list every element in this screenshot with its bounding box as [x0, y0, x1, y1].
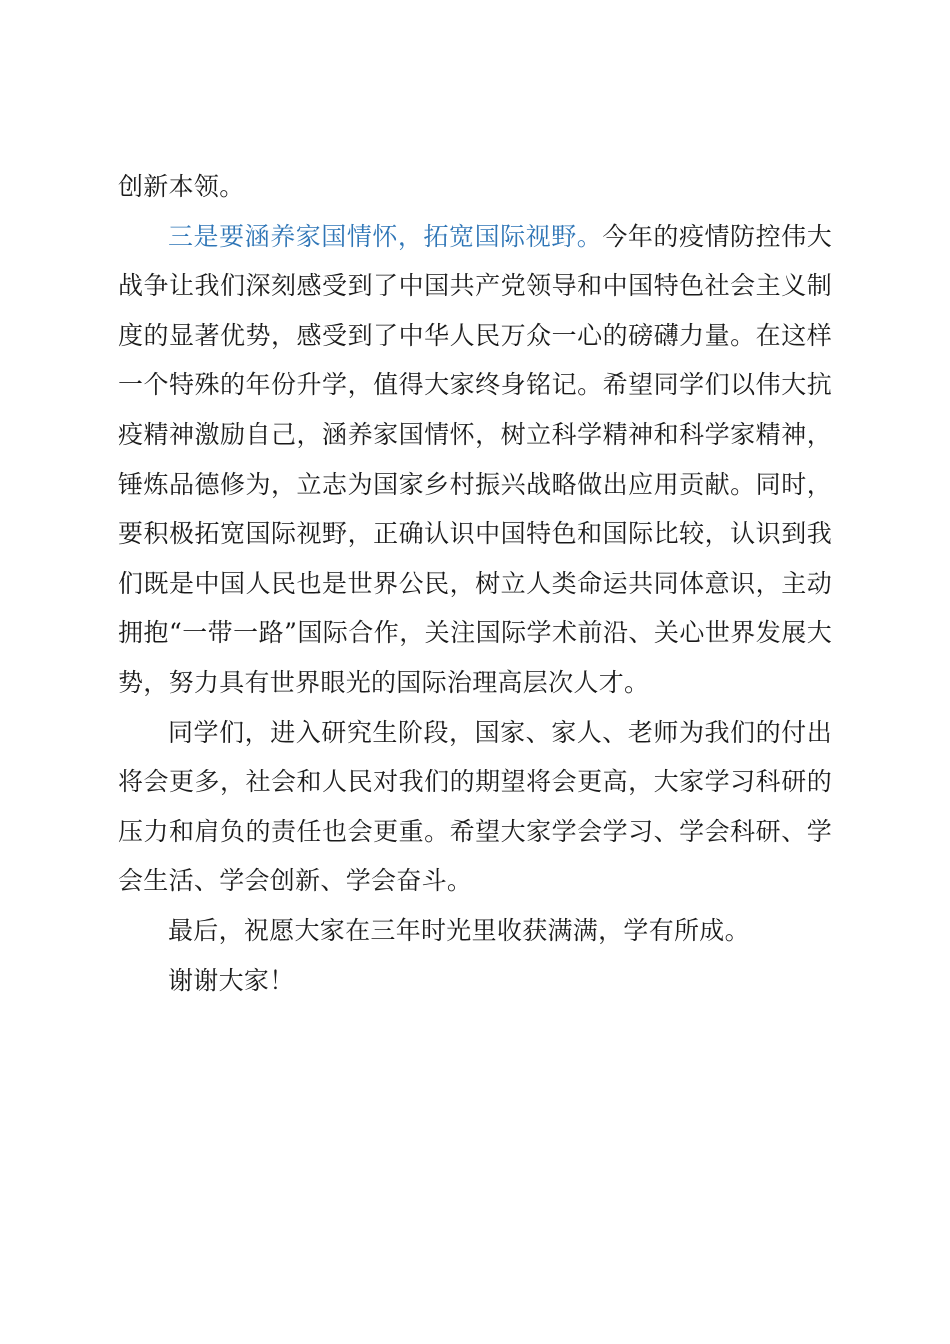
paragraph-patriotism	[118, 212, 832, 708]
paragraph-students	[118, 708, 832, 906]
paragraph-text: 谢谢大家！	[168, 965, 295, 995]
paragraph-thanks	[118, 956, 832, 1006]
paragraph-text: 最后，祝愿大家在三年时光里收获满满，学有所成。	[168, 915, 750, 945]
document-body	[118, 162, 832, 1005]
paragraph-text: 创新本领。	[118, 172, 245, 201]
paragraph-text: 今年的疫情防控伟大战争让我们深刻感受到了中国共产党领导和中国特色社会主义制度的显著优势，感受到了中华人民万众一心的磅礴力量。在这样一个特殊的年份升学，值得大家终身铭记。希望同学们以伟大抗疫精神激励自己，涵养家国情怀，树立科学精神和科学家精神，锤炼品德修为，立志为国家乡村振兴战略做出应用贡献。同时，要积极拓宽国际视野，正确认识中国特色和国际比较，认识到我们既是中国人民也是世界公民，树立人类命运共同体意识，主动拥抱“一带一路”国际合作，关注国际学术前沿、关心世界发展大势，努力具有世界眼光的国际治理高层次人才。	[118, 221, 832, 697]
paragraph-wishes	[118, 906, 832, 956]
paragraph-continuation	[118, 162, 832, 212]
highlighted-heading: 三是要涵养家国情怀，拓宽国际视野。	[168, 221, 603, 251]
paragraph-text: 同学们，进入研究生阶段，国家、家人、老师为我们的付出将会更多，社会和人民对我们的期望将会更高，大家学习科研的压力和肩负的责任也会更重。希望大家学会学习、学会科研、学会生活、学会创新、学会奋斗。	[118, 717, 832, 896]
